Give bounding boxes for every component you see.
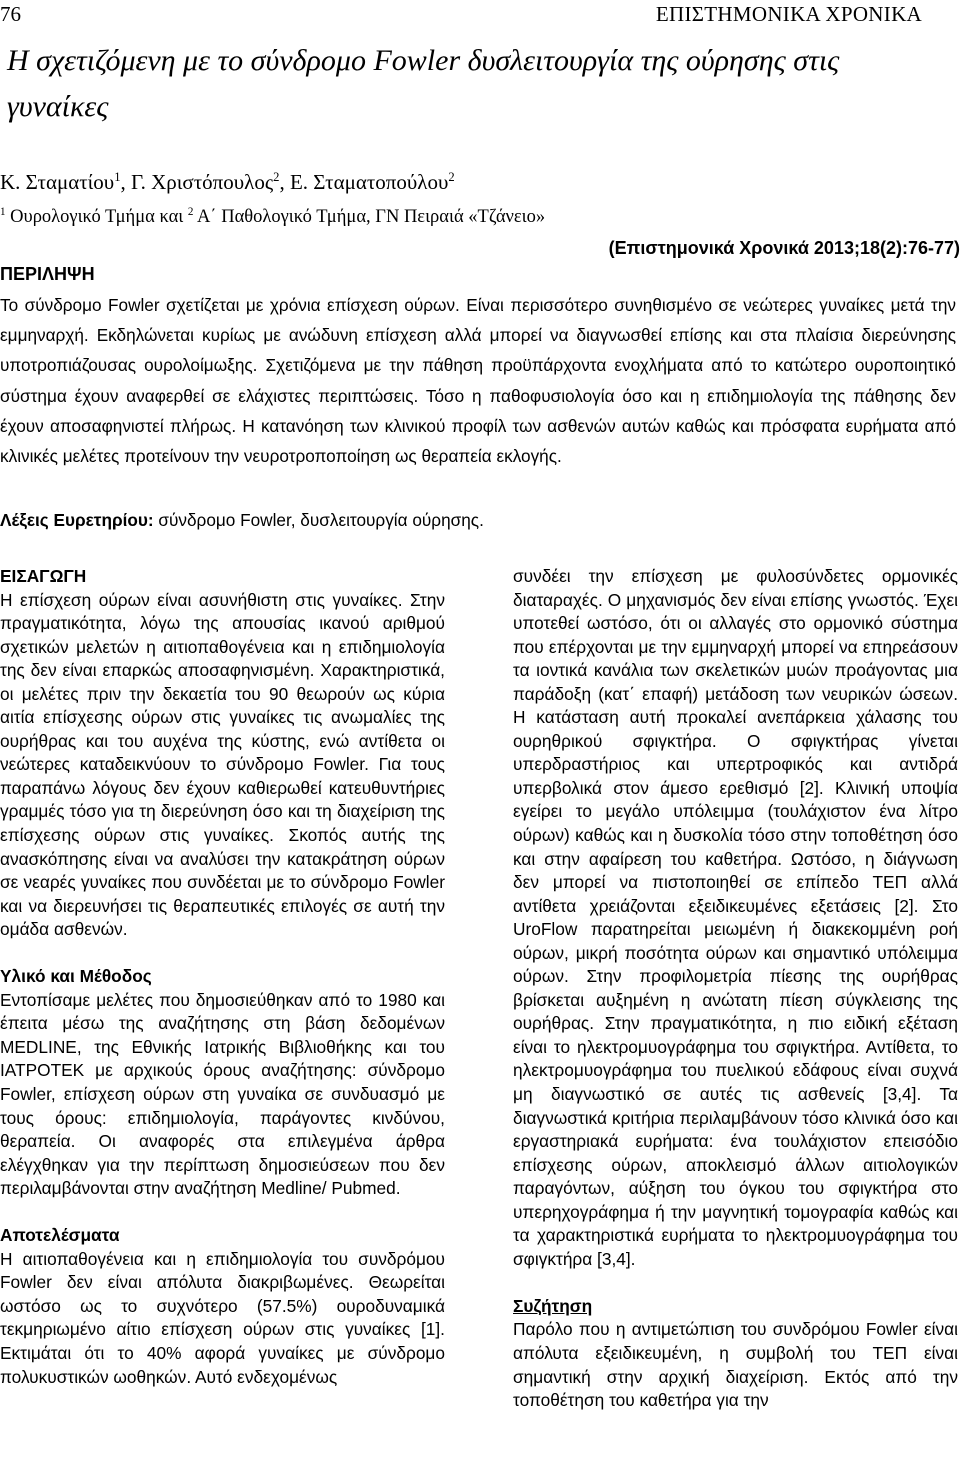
- affiliation-text: Ουρολογικό Τμήμα και: [5, 207, 188, 227]
- results-text: Η αιτιοπαθογένεια και η επιδημιολογία του συνδρόμου Fowler δεν είναι απόλυτα διακριβωμένες. Θεωρείται ωστόσο ως το συχνότερο (57.5%) ουροδυναμικά τεκμηριωμένο αίτιο επίσχεση ούρων στις γυναίκες [1]. Εκτιμάται ότι το 40% αφορά γυναίκες με σύνδρομο πολυκυστικών ωοθηκών. Αυτό ενδεχομένως: [0, 1248, 445, 1387]
- keywords-text: σύνδρομο Fowler, δυσλειτουργία ούρησης.: [153, 510, 484, 530]
- citation: (Επιστημονικά Χρονικά 2013;18(2):76-77): [608, 238, 960, 258]
- right-column: [513, 565, 958, 1413]
- author-name: Κ. Σταματίου: [0, 170, 115, 194]
- author-name: Γ. Χριστόπουλος: [131, 170, 274, 194]
- discussion-text: Παρόλο που η αντιμετώπιση του συνδρόμου Fowler είναι απόλυτα εξειδικευμένη, η συμβολή του ΤΕΠ είναι σημαντική στην αρχική διαχείριση. Εκτός από την τοποθέτηση του καθετήρα για την: [513, 1319, 958, 1411]
- authors: Κ. Σταματίου$^1$, Γ. Χριστόπουλος$^2$, Ε. Σταματοπούλου$^2$: [0, 170, 455, 194]
- article-title: Η σχετιζόμενη με το σύνδρομο Fowler δυσλειτουργία της ούρησης στις γυναίκες: [7, 44, 840, 123]
- intro-text: Η επίσχεση ούρων είναι ασυνήθιστη στις γυναίκες. Στην πραγματικότητα, λόγω της απουσίας ικανού αριθμού σχετικών μελετών η αιτιοπαθογένεια και η επιδημιολογία της δεν είναι επαρκώς αποσαφηνισμένη. Χαρακτηριστικά, οι μελέτες πριν την δεκαετία του 90 θεωρούν ως κύρια αιτία επίσχεσης ούρων στις γυναίκες τις ανωμαλίες της ουρήθρας και του αυχένα της κύστης, ενώ αντίθετα οι νεώτερες καταδεικνύουν το σύνδρομο Fowler. Για τους παραπάνω λόγους δεν έχουν καθιερωθεί κατευθυντήριες γραμμές τόσο για τη διερεύνηση όσο και τη διαχείριση της επίσχεσης ούρων στις γυναίκες. Σκοπός αυτής της ανασκόπησης είναι να αναλύσει την κατακράτηση ούρων σε νεαρές γυναίκες που συνδέεται με το σύνδρομο Fowler και να διερευνήσει τις θεραπευτικές επιλογές σε αυτή την ομάδα ασθενών.: [0, 589, 445, 940]
- abstract-text: Το σύνδρομο Fowler σχετίζεται με χρόνια επίσχεση ούρων. Είναι περισσότερο συνηθισμένο σε νεώτερες γυναίκες μετά την εμμηναρχή. Εκδηλώνεται κυρίως με ανώδυνη επίσχεση αλλά μπορεί να διαγνωσθεί επίσης και στα πλαίσια διερεύνησης υποτροπιάζουσας ουρολοίμωξης. Σχετιζόμενα με την πάθηση προϋπάρχοντα ενοχλήματα από το κατώτερο ουροποιητικό σύστημα έχουν αναφερθεί σε ελάχιστες περιπτώσεις. Τόσο η παθοφυσιολογία όσο και η επιδημιολογία της πάθησης δεν έχουν αποσαφηνιστεί πλήρως. Η κατανόηση των κλινικού προφίλ των ασθενών αυτών καθώς και πρόσφατα ευρήματα από κλινικές μελέτες προτείνουν την νευροτροποποίηση ως θεραπεία εκλογής.: [0, 295, 956, 467]
- affiliation-mark: 1: [0, 205, 6, 218]
- left-column: [0, 565, 445, 1389]
- methods-text: Εντοπίσαμε μελέτες που δημοσιεύθηκαν από το 1980 και έπειτα μέσω της αναζήτησης στη βάση δεδομένων MEDLINE, της Εθνικής Ιατρικής Βιβλιοθήκης και του ΙΑΤΡΟΤΕΚ με αρχικούς όρους αναζήτησης: σύνδρομο Fowler, επίσχεση ούρων στη γυναίκα σε συνδυασμό με τους όρους: επιδημιολογία, παράγοντες κινδύνου, θεραπεία. Οι αναφορές στα επιλεγμένα άρθρα ελέγχθηκαν για την περίπτωση δημοσιεύσεων που δεν περιλαμβάνονται στην αναζήτηση Medline/ Pubmed.: [0, 989, 445, 1199]
- abstract-heading: ΠΕΡΙΛΗΨΗ: [0, 264, 95, 284]
- author-name: Ε. Σταματοπούλου: [289, 170, 449, 194]
- author-affiliation-mark: 2: [448, 170, 455, 184]
- journal-name: ΕΠΙΣΤΗΜΟΝΙΚΑ ΧΡΟΝΙΚΑ: [655, 2, 922, 26]
- author-affiliation-mark: 1: [114, 170, 121, 184]
- discussion-heading: Συζήτηση: [513, 1295, 593, 1316]
- methods-heading: Υλικό και Μέθοδος: [0, 966, 152, 987]
- right-column-text: συνδέει την επίσχεση με φυλοσύνδετες ορμονικές διαταραχές. Ο μηχανισμός δεν είναι επίσης γνωστός. Έχει υποτεθεί ωστόσο, ότι οι αλλαγές στο ορμονικό σύστημα που επέρχονται με την εμμηναρχή μπορεί να επηρεάσουν τα ιοντικά κανάλια των σκελετικών μυών προάγοντας μια παράδοξη (κατ΄ επαφή) μετάδοση των νευρικών ώσεων. Η κατάσταση αυτή προκαλεί ανεπάρκεια χάλασης του ουρηθρικού σφιγκτήρα. Ο σφιγκτήρας γίνεται υπερδραστήριος και υπερτροφικός και αντιδρά υπερβολικά στον άμεσο ερεθισμό [2]. Κλινική υποψία εγείρει το μεγάλο υπόλειμμα (τουλάχιστον ένα λίτρο ούρων) καθώς και η δυσκολία τόσο στην τοποθέτηση όσο και στην αφαίρεση του καθετήρα. Ωστόσο, η διάγνωση δεν μπορεί να πιστοποιηθεί σε επίπεδο ΤΕΠ αλλά αντίθετα χρειάζονται εξειδικευμένες εξετάσεις [2]. Στο UroFlow παρατηρείται μειωμένη ή διακεκομμένη ροή ούρων, μικρή ποσότητα ούρων και σημαντικό υπόλειμμα ούρων. Στην προφιλομετρία πίεσης της ουρήθρας βρίσκεται αυξημένη η ανώτατη πίεση σύγκλεισης της ουρήθρας. Στην πραγματικότητα, η πιο ειδική εξέταση είναι το ηλεκτρομυογράφημα του σφιγκτήρα. Αντίθετα, το ηλεκτρομυογράφημα του πυελικού εδάφους είναι συχνά μη διαγνωστικό σε αυτές τις ασθενείς [3,4]. Τα διαγνωστικά κριτήρια περιλαμβάνουν τόσο κλινικά όσο και εργαστηριακά ευρήματα: ένα τουλάχιστον επεισόδιο επίσχεσης ούρων, αποκλεισμό άλλων αιτιολογικών παραγόντων, αύξηση του όγκου του σφιγκτήρα στο υπερηχογράφημα ή την μαγνητική τομογραφία καθώς και τα χαρακτηριστικά ευρήματα το ηλεκτρομυογράφημα του σφιγκτήρα [3,4].: [513, 566, 958, 1269]
- keywords-label: Λέξεις Ευρετηρίου:: [0, 510, 154, 530]
- author-affiliation-mark: 2: [273, 170, 280, 184]
- affiliation-mark: 2: [187, 205, 194, 218]
- affiliation-text: Α΄ Παθολογικό Τμήμα, ΓΝ Πειραιά «Τζάνειο»: [193, 207, 546, 227]
- affiliations: [0, 207, 545, 228]
- results-heading: Αποτελέσματα: [0, 1225, 120, 1246]
- page-number: 76: [0, 2, 21, 26]
- intro-heading: ΕΙΣΑΓΩΓΗ: [0, 566, 87, 586]
- keywords: [0, 510, 484, 531]
